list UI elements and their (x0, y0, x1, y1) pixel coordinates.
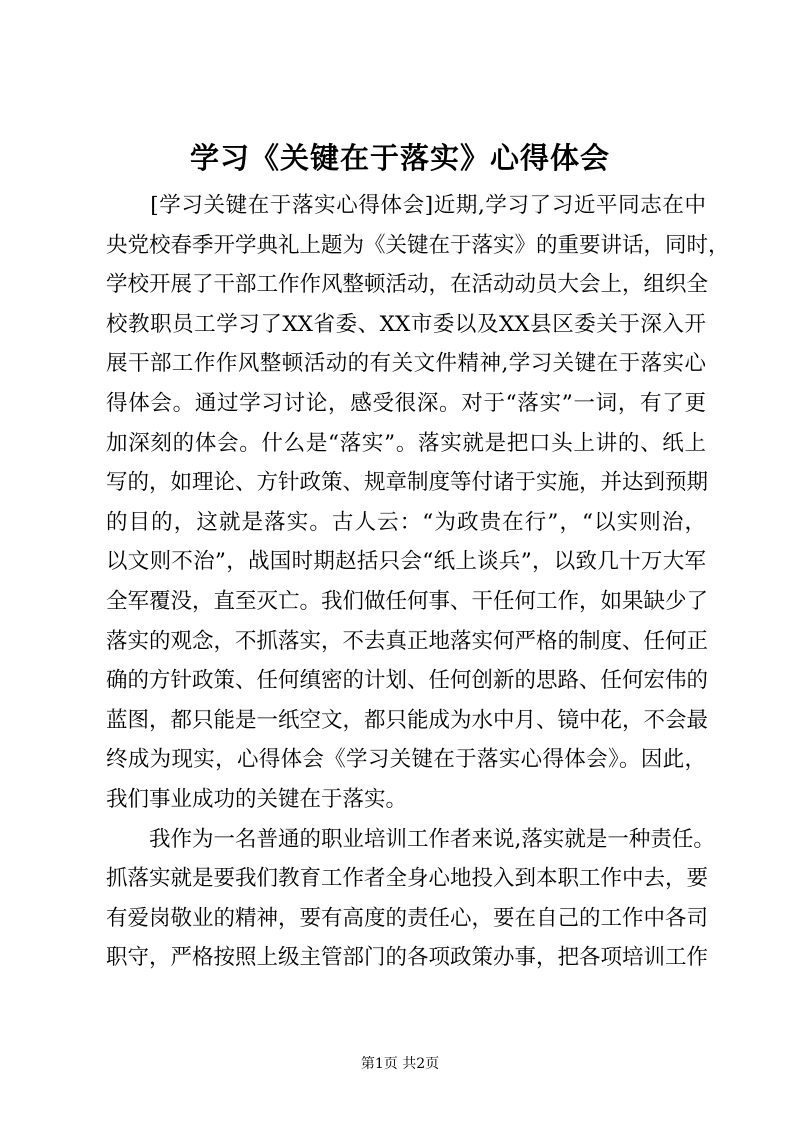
body-line: 学校开展了干部工作作风整顿活动，在活动动员大会上，组织全 (106, 272, 709, 298)
body-line: [学习关键在于落实心得体会]近期,学习了习近平同志在中 (106, 193, 706, 218)
body-line: 全军覆没，直至灭亡。我们做任何事、干任何工作，如果缺少了 (106, 588, 709, 614)
document-title: 学习《关键在于落实》心得体会 (189, 141, 610, 175)
body-line: 抓落实就是要我们教育工作者全身心地投入到本职工作中去，要 (106, 866, 709, 892)
body-line: 展干部工作作风整顿活动的有关文件精神,学习关键在于落实心 (106, 351, 706, 377)
body-line: 我作为一名普通的职业培训工作者来说,落实就是一种责任。 (106, 826, 715, 852)
body-line: 终成为现实，心得体会《学习关键在于落实心得体会》。因此， (106, 747, 706, 773)
body-line: 的目的，这就是落实。古人云：“为政贵在行”，“以实则治， (106, 509, 706, 535)
document-body (106, 186, 730, 978)
body-line: 确的方针政策、任何缜密的计划、任何创新的思路、任何宏伟的 (106, 668, 709, 694)
page-footer: 第1页 共2页 (360, 1056, 440, 1072)
body-line: 职守，严格按照上级主管部门的各项政策办事，把各项培训工作 (106, 945, 709, 971)
body-line: 蓝图，都只能是一纸空文，都只能成为水中月、镜中花，不会最 (106, 707, 709, 733)
body-line: 写的，如理论、方针政策、规章制度等付诸于实施，并达到预期 (106, 470, 709, 496)
body-line: 有爱岗敬业的精神，要有高度的责任心，要在自己的工作中各司 (106, 905, 709, 931)
body-line: 得体会。通过学习讨论，感受很深。对于“落实”一词，有了更 (106, 390, 706, 416)
body-line: 落实的观念，不抓落实，不去真正地落实何严格的制度、任何正 (106, 628, 709, 654)
body-line: 我们事业成功的关键在于落实。 (106, 786, 408, 812)
body-line: 央党校春季开学典礼上题为《关键在于落实》的重要讲话，同时， (106, 232, 730, 258)
body-line: 校教职员工学习了XX省委、XX市委以及XX县区委关于深入开 (106, 311, 706, 337)
body-line: 以文则不治”，战国时期赵括只会“纸上谈兵”，以致几十万大军 (106, 549, 706, 575)
body-line: 加深刻的体会。什么是“落实”。落实就是把口头上讲的、纸上 (106, 430, 706, 456)
